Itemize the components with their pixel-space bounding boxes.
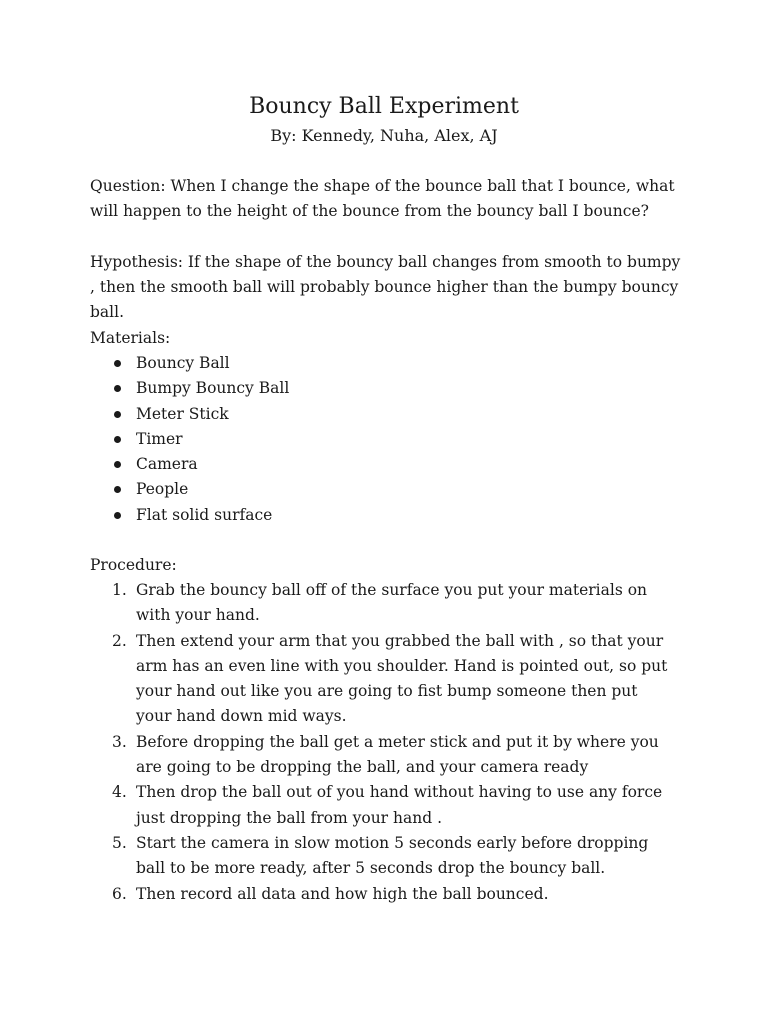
procedure-step-text: Start the camera in slow motion 5 seconds early before dropping ball to be more ready, after 5 seconds drop the bouncy ball. — [136, 833, 649, 878]
procedure-step-text: Then record all data and how high the ball bounced. — [136, 884, 549, 903]
materials-item: Camera — [90, 452, 289, 477]
document-byline: By: Kennedy, Nuha, Alex, AJ — [270, 126, 498, 145]
materials-item: Bouncy Ball — [90, 351, 289, 376]
procedure-step — [90, 629, 670, 730]
procedure-step-number: 2. — [112, 631, 127, 650]
procedure-step-text: Before dropping the ball get a meter stick and put it by where you are going to be dropping the ball, and your camera ready — [136, 732, 659, 777]
procedure-step — [90, 730, 670, 781]
procedure-list — [90, 578, 670, 907]
procedure-step-number: 5. — [112, 833, 127, 852]
materials-item: Meter Stick — [90, 402, 289, 427]
materials-item: Timer — [90, 427, 289, 452]
procedure-step — [90, 831, 670, 882]
materials-item: People — [90, 477, 289, 502]
procedure-step-text: Grab the bouncy ball off of the surface you put your materials on with your hand. — [136, 581, 648, 625]
procedure-step-number: 6. — [112, 884, 127, 903]
hypothesis-paragraph: Hypothesis: If the shape of the bouncy ball changes from smooth to bumpy , then the smooth ball will probably bounce higher than the bumpy bouncy ball. — [90, 253, 681, 321]
materials-list — [90, 351, 289, 528]
procedure-step-text: Then drop the ball out of you hand without having to use any force just dropping the ball from your hand . — [136, 783, 663, 827]
materials-heading: Materials: — [90, 329, 171, 347]
procedure-step-number: 4. — [112, 783, 127, 802]
document-title: Bouncy Ball Experiment — [249, 94, 519, 119]
materials-item: Bumpy Bouncy Ball — [90, 376, 289, 401]
procedure-step — [90, 882, 670, 907]
procedure-step-text: Then extend your arm that you grabbed the ball with , so that your arm has an even line with you shoulder. Hand is pointed out, so put your hand out like you are going to fist bump someone then put your hand down mid ways. — [136, 631, 668, 726]
procedure-step — [90, 780, 670, 831]
question-paragraph: Question: When I change the shape of the bounce ball that I bounce, what will happen to the height of the bounce from the bouncy ball I bounce? — [90, 177, 675, 220]
procedure-step-number: 1. — [112, 581, 127, 599]
materials-item: Flat solid surface — [90, 503, 289, 528]
procedure-heading: Procedure: — [90, 556, 177, 574]
procedure-step-number: 3. — [112, 732, 127, 751]
procedure-step — [90, 578, 670, 629]
